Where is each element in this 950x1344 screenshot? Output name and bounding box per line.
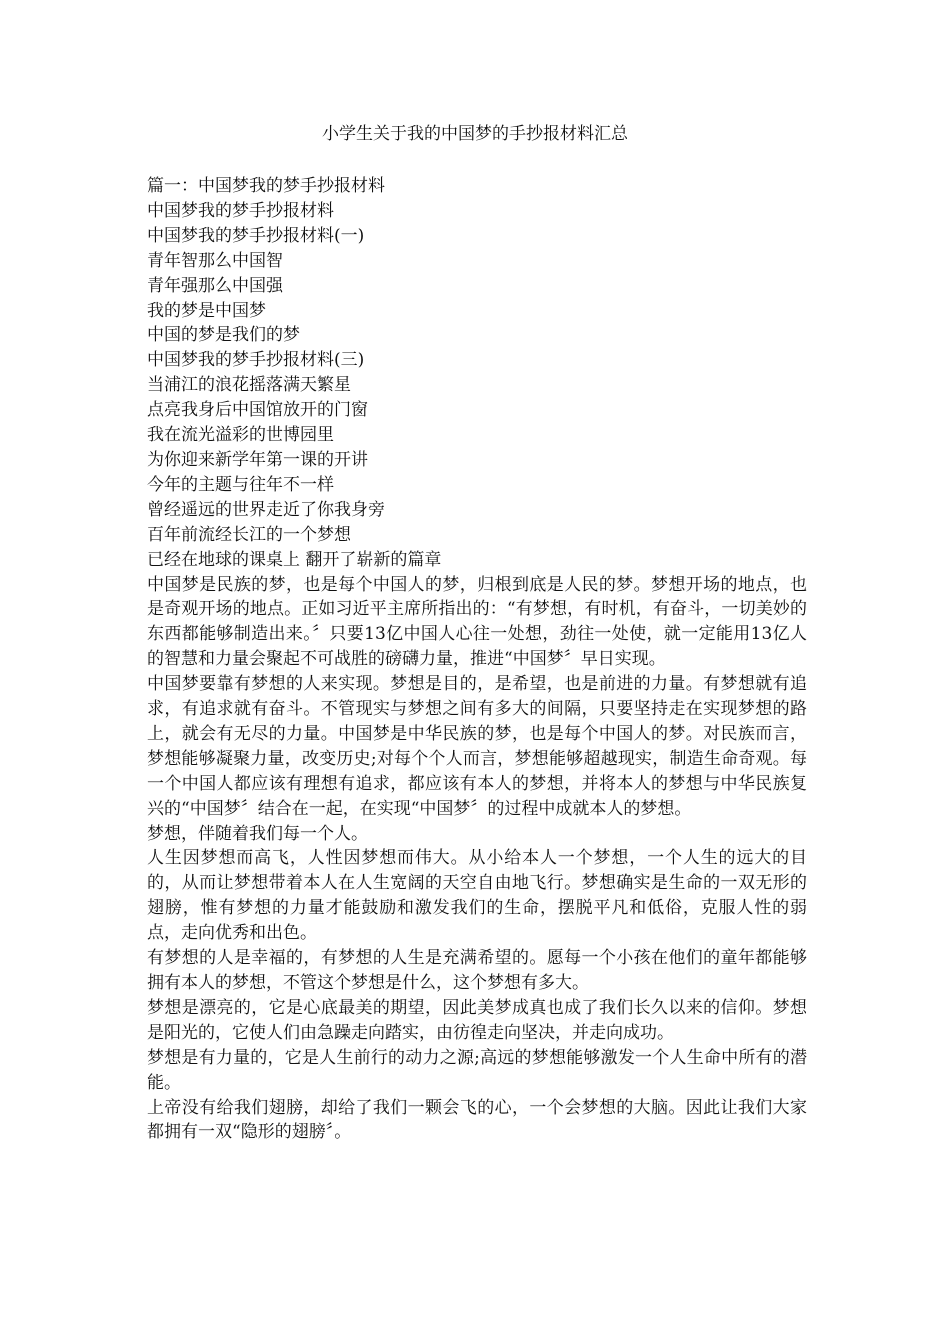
text-line: 今年的主题与往年不一样 xyxy=(147,474,334,495)
text-line: 我在流光溢彩的世博园里 xyxy=(147,425,334,446)
paragraph: 上帝没有给我们翅膀，却给了我们一颗会飞的心，一个会梦想的大脑。因此让我们大家都拥有一双“隐形的翅膀〞。 xyxy=(147,1097,807,1143)
paragraph: 梦想是有力量的，它是人生前行的动力之源;高远的梦想能够激发一个人生命中所有的潜能。 xyxy=(147,1047,807,1093)
text-line: 中国梦我的梦手抄报材料(三) xyxy=(147,350,365,371)
text-line: 已经在地球的课桌上 翻开了崭新的篇章 xyxy=(147,549,442,570)
text-line: 百年前流经长江的一个梦想 xyxy=(147,524,351,545)
text-line: 中国的梦是我们的梦 xyxy=(147,325,300,346)
paragraph: 梦想是漂亮的，它是心底最美的期望，因此美梦成真也成了我们长久以来的信仰。梦想是阳光的，它使人们由急躁走向踏实，由彷徨走向坚决，并走向成功。 xyxy=(147,997,807,1043)
text-line: 为你迎来新学年第一课的开讲 xyxy=(147,449,368,470)
text-line: 当浦江的浪花摇落满天繁星 xyxy=(147,375,351,396)
paragraph: 梦想，伴随着我们每一个人。 xyxy=(147,823,368,844)
document-body xyxy=(147,174,807,1145)
paragraph: 中国梦是民族的梦，也是每个中国人的梦，归根到底是人民的梦。梦想开场的地点，也是奇观开场的地点。正如习近平主席所指出的：“有梦想，有时机，有奋斗，一切美妙的东西都能够制造出来。〞只要13亿中国人心往一处想，劲往一处使，就一定能用13亿人的智慧和力量会聚起不可战胜的磅礴力量，推进“中国梦〞早日实现。 xyxy=(147,574,807,670)
text-line: 点亮我身后中国馆放开的门窗 xyxy=(147,400,368,421)
paragraph: 人生因梦想而高飞，人性因梦想而伟大。从小给本人一个梦想，一个人生的远大的目的，从而让梦想带着本人在人生宽阔的天空自由地飞行。梦想确实是生命的一双无形的翅膀，惟有梦想的力量才能鼓励和激发我们的生命，摆脱平凡和低俗，克服人性的弱点，走向优秀和出色。 xyxy=(147,848,807,944)
paragraph: 中国梦要靠有梦想的人来实现。梦想是目的，是希望，也是前进的力量。有梦想就有追求，有追求就有奋斗。不管现实与梦想之间有多大的间隔，只要坚持走在实现梦想的路上，就会有无尽的力量。中国梦是中华民族的梦，也是每个中国人的梦。对民族而言，梦想能够凝聚力量，改变历史;对每个个人而言，梦想能够超越现实，制造生命奇观。每一个中国人都应该有理想有追求，都应该有本人的梦想，并将本人的梦想与中华民族复兴的“中国梦〞结合在一起，在实现“中国梦〞的过程中成就本人的梦想。 xyxy=(147,674,807,819)
paragraph: 有梦想的人是幸福的，有梦想的人生是充满希望的。愿每一个小孩在他们的童年都能够拥有本人的梦想，不管这个梦想是什么，这个梦想有多大。 xyxy=(147,948,807,993)
text-line: 中国梦我的梦手抄报材料 xyxy=(147,200,334,221)
text-line: 我的梦是中国梦 xyxy=(147,300,266,321)
text-line: 篇一：中国梦我的梦手抄报材料 xyxy=(147,176,385,196)
text-line: 青年强那么中国强 xyxy=(147,275,283,296)
document-title: 小学生关于我的中国梦的手抄报材料汇总 xyxy=(322,124,628,144)
text-line: 曾经遥远的世界走近了你我身旁 xyxy=(147,499,385,520)
text-line: 中国梦我的梦手抄报材料(一) xyxy=(147,225,365,246)
text-line: 青年智那么中国智 xyxy=(147,250,283,271)
